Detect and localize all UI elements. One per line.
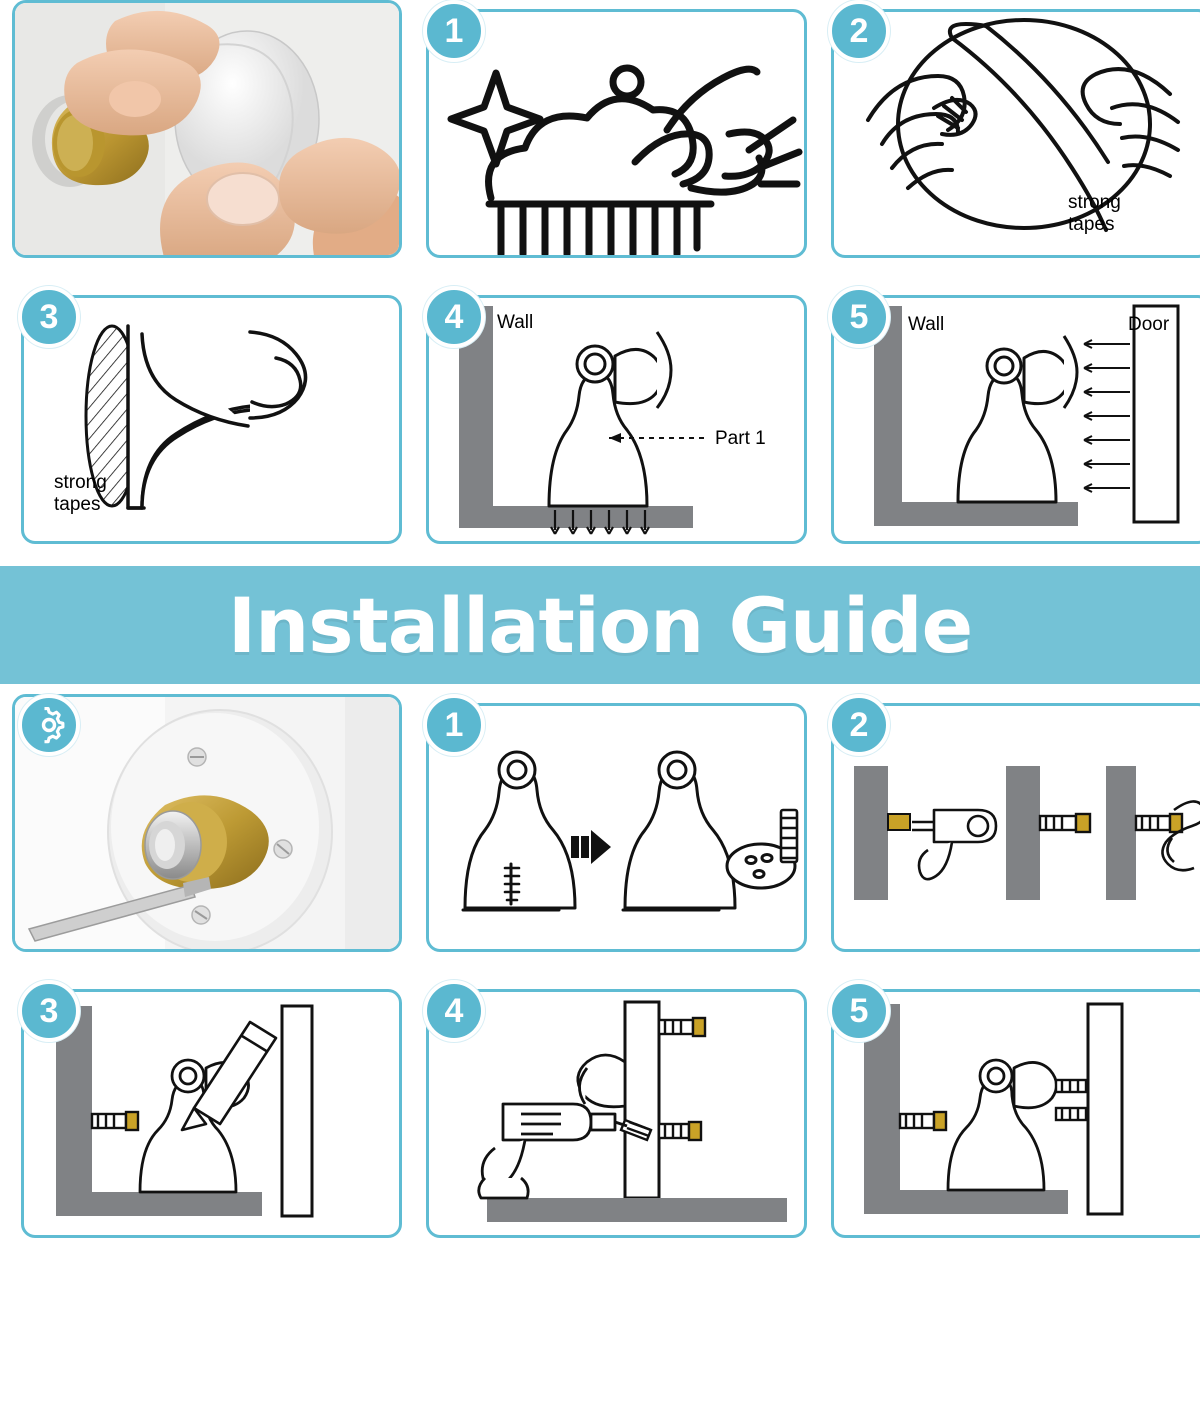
peel-tape-illustration (834, 12, 1200, 258)
step-badge-5: 5 (828, 980, 890, 1042)
panel-frame (21, 295, 402, 544)
step-badge-1: 1 (423, 694, 485, 756)
step-badge-5: 5 (828, 286, 890, 348)
mark-position-illustration (24, 992, 402, 1238)
panel-photo-peel-tape (12, 0, 402, 258)
panel-frame (831, 9, 1200, 258)
drill-anchor-illustration (834, 706, 1200, 952)
panel-frame (426, 295, 807, 544)
drive-screw-illustration (429, 992, 807, 1238)
label-part1: Part 1 (715, 428, 766, 449)
panel-frame (21, 989, 402, 1238)
panel-peel-strong-tapes (822, 0, 1200, 258)
screw-install-grid (0, 694, 1200, 1238)
panel-frame (831, 703, 1200, 952)
label-door: Door (1128, 314, 1170, 335)
panel-mark-position (12, 980, 402, 1238)
panel-frame (831, 989, 1200, 1238)
panel-frame (426, 9, 807, 258)
panel-drive-screw (417, 980, 807, 1238)
disassemble-illustration (429, 706, 807, 952)
step-badge-3: 3 (18, 980, 80, 1042)
panel-clean-surface (417, 0, 807, 258)
photo-frame (12, 0, 402, 258)
photo-peel-tape-image (15, 3, 402, 258)
panel-photo-screw-mount (12, 694, 402, 952)
panel-frame (426, 703, 807, 952)
label-wall: Wall (908, 314, 945, 335)
label-strong: strong (54, 472, 107, 493)
panel-door-contact (822, 286, 1200, 544)
label-tapes: tapes (1068, 214, 1115, 235)
installation-guide-banner (0, 566, 1200, 684)
panel-frame (426, 989, 807, 1238)
clean-surface-illustration (429, 12, 807, 258)
panel-press-on-wall (417, 286, 807, 544)
attach-tape-illustration (24, 298, 402, 544)
tape-install-grid (0, 0, 1200, 544)
step-badge-2: 2 (828, 694, 890, 756)
banner-title: Installation Guide (227, 580, 973, 670)
gear-icon (18, 694, 80, 756)
press-on-wall-illustration (429, 298, 807, 544)
door-contact-illustration (834, 298, 1200, 544)
gear-icon-glyph (30, 706, 68, 744)
panel-disassemble-parts (417, 694, 807, 952)
step-badge-3: 3 (18, 286, 80, 348)
panel-drill-and-anchor (822, 694, 1200, 952)
step-badge-1: 1 (423, 0, 485, 62)
step-badge-2: 2 (828, 0, 890, 62)
finished-install-illustration (834, 992, 1200, 1238)
step-badge-4: 4 (423, 286, 485, 348)
label-strong: strong (1068, 192, 1121, 213)
step-badge-4: 4 (423, 980, 485, 1042)
panel-frame (831, 295, 1200, 544)
label-tapes: tapes (54, 494, 101, 515)
label-wall: Wall (497, 312, 534, 333)
panel-attach-tape-to-stopper (12, 286, 402, 544)
panel-finished-install (822, 980, 1200, 1238)
